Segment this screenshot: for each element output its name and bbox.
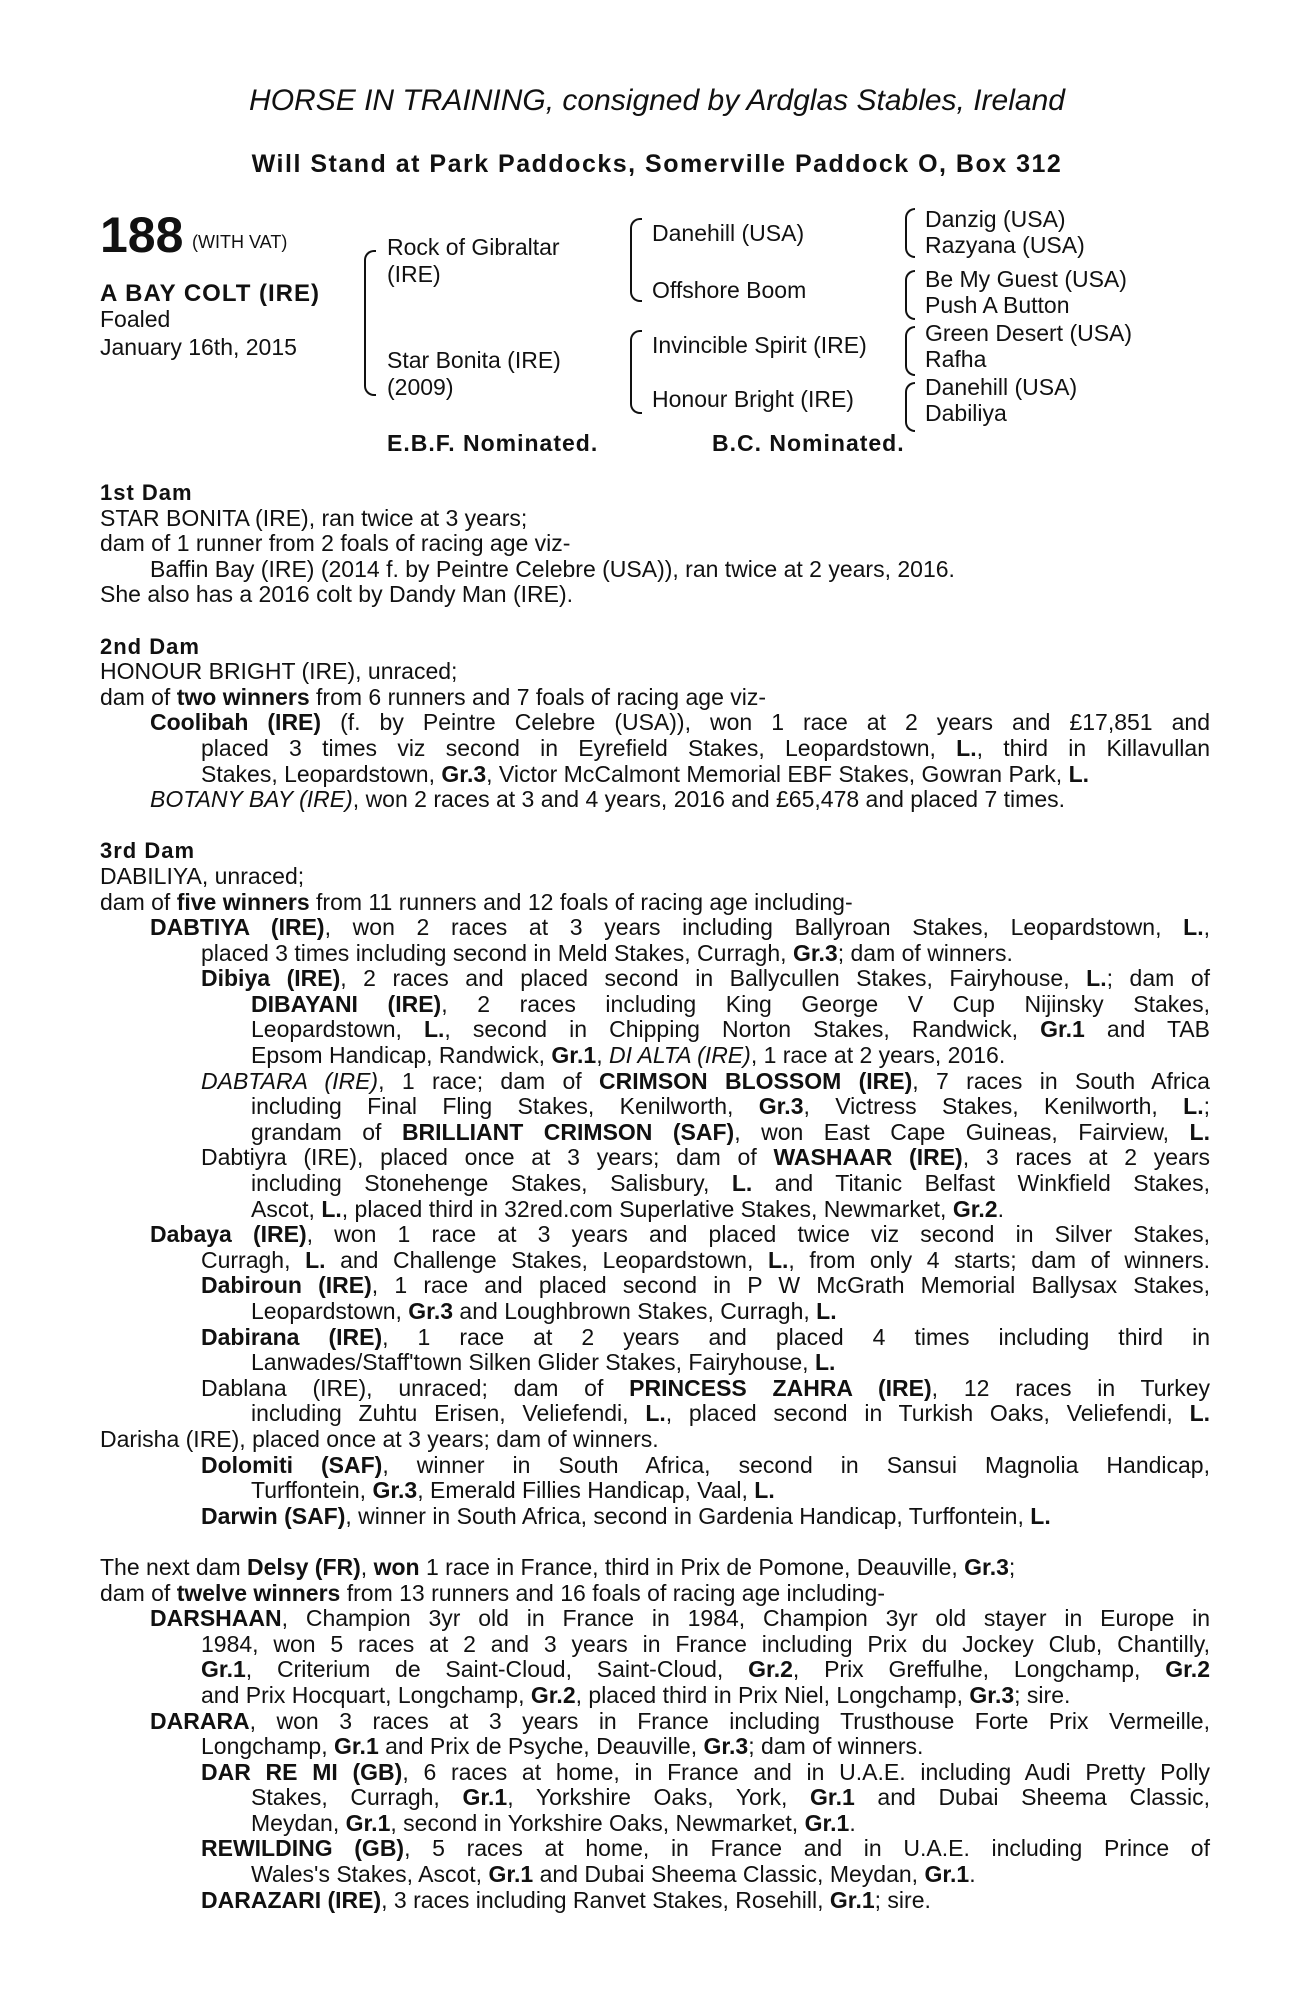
- text-run: five winners: [176, 888, 310, 915]
- text-run: , won 3 races at 3 years in France including Trusthouse Forte Prix Vermeille,: [249, 1707, 1210, 1734]
- text-run: CRIMSON BLOSSOM (IRE): [599, 1067, 913, 1094]
- text-run: Gr.3: [969, 1681, 1015, 1708]
- granddam-2: Razyana (USA): [925, 232, 1085, 258]
- text-run: , 2 races including King George V Cup Nijinsky Stakes,: [441, 990, 1210, 1017]
- text-run: DABILIYA, unraced;: [100, 862, 305, 889]
- text-run: , 3 races at 2 years: [962, 1144, 1211, 1171]
- text-run: , Criterium de Saint-Cloud, Saint-Cloud,: [245, 1656, 749, 1683]
- catalogue-line: [100, 1683, 1210, 1709]
- catalogue-line: [100, 1760, 1210, 1786]
- catalogue-line: [100, 1197, 1210, 1223]
- text-run: Meydan,: [251, 1809, 346, 1836]
- catalogue-line: [100, 1376, 1210, 1402]
- granddam-6: Rafha: [925, 346, 987, 372]
- text-run: L.: [754, 1477, 775, 1504]
- text-run: , 1 race at 2 years, 2016.: [750, 1042, 1006, 1069]
- page-title: HORSE IN TRAINING, consigned by Ardglas Stables, Ireland: [249, 84, 1065, 117]
- catalogue-line: [100, 992, 1210, 1018]
- catalogue-line: [100, 1632, 1210, 1658]
- text-run: Gr.3: [703, 1733, 749, 1760]
- text-run: Dabtiyra (IRE), placed once at 3 years; dam of: [201, 1144, 774, 1171]
- text-run: dam of: [100, 888, 177, 915]
- sire-name: Rock of Gibraltar: [387, 234, 560, 260]
- catalogue-line: [100, 1862, 1210, 1888]
- text-run: L.: [1030, 1502, 1051, 1529]
- text-run: Gr.1: [829, 1886, 875, 1913]
- text-run: , 3 races including Ranvet Stakes, Rosehill,: [381, 1886, 830, 1913]
- catalogue-line: [100, 1478, 1210, 1504]
- text-run: Baffin Bay (IRE) (2014 f. by Peintre Celebre (USA)), ran twice at 2 years, 2016.: [150, 555, 955, 582]
- text-run: L.: [956, 734, 977, 761]
- text-run: DARAZARI (IRE): [201, 1886, 382, 1913]
- catalogue-line: [100, 966, 1210, 992]
- bc-nominated: B.C. Nominated.: [712, 430, 905, 456]
- text-run: placed 3 times viz second in Eyrefield Stakes, Leopardstown,: [201, 734, 957, 761]
- text-run: DABTIYA (IRE): [150, 914, 325, 941]
- text-run: and Dubai Sheema Classic,: [854, 1784, 1210, 1811]
- catalogue-line: [100, 1836, 1210, 1862]
- text-run: , third in Killavullan: [976, 734, 1210, 761]
- text-run: ;: [1203, 1093, 1210, 1120]
- text-run: Epsom Handicap, Randwick,: [251, 1042, 552, 1069]
- catalogue-line: [100, 1427, 1210, 1453]
- granddam-4: Push A Button: [925, 292, 1070, 318]
- text-run: including Zuhtu Erisen, Veliefendi,: [251, 1400, 646, 1427]
- catalogue-line: [100, 890, 1210, 916]
- text-run: Gr.3: [792, 939, 838, 966]
- catalogue-line: [100, 1171, 1210, 1197]
- sire-dam: Offshore Boom: [652, 277, 807, 303]
- text-run: BRILLIANT CRIMSON (SAF): [401, 1118, 735, 1145]
- catalogue-line: [100, 1069, 1210, 1095]
- text-run: and Loughbrown Stakes, Curragh,: [453, 1298, 817, 1324]
- text-run: and Titanic Belfast Winkfield Stakes,: [752, 1170, 1210, 1197]
- dam-name: Star Bonita (IRE): [387, 347, 561, 373]
- catalogue-line: [100, 1581, 1210, 1607]
- text-run: Stakes, Leopardstown,: [201, 760, 442, 787]
- text-run: , 6 races at home, in France and in U.A.E. including Audi Pretty Polly: [402, 1758, 1210, 1785]
- text-run: ; dam of winners.: [748, 1733, 924, 1760]
- catalogue-line: [100, 659, 1210, 685]
- text-run: Gr.1: [345, 1809, 391, 1836]
- text-run: Dolomiti (SAF): [201, 1451, 383, 1478]
- catalogue-line: [100, 710, 1210, 736]
- text-run: Gr.1: [488, 1861, 534, 1888]
- catalogue-line: [100, 1785, 1210, 1811]
- text-run: Darisha (IRE), placed once at 3 years; dam of winners.: [100, 1425, 659, 1452]
- text-run: L.: [423, 1016, 445, 1043]
- vat-label: (WITH VAT): [192, 232, 288, 252]
- text-run: , placed third in 32red.com Superlative Stakes, Newmarket,: [341, 1195, 953, 1222]
- text-run: , winner in South Africa, second in Gardenia Handicap, Turffontein,: [345, 1502, 1031, 1529]
- text-run: and Challenge Stakes, Leopardstown,: [325, 1246, 768, 1273]
- catalogue-line: [100, 1888, 1210, 1914]
- pedigree-brace: [905, 382, 915, 432]
- text-run: Gr.3: [372, 1477, 418, 1504]
- text-run: REWILDING (GB): [201, 1835, 405, 1862]
- text-run: Gr.1: [462, 1784, 508, 1811]
- lot-description: A BAY COLT (IRE): [100, 280, 321, 307]
- text-run: Leopardstown,: [251, 1016, 424, 1043]
- text-run: Lanwades/Staff'town Silken Glider Stakes, Fairyhouse,: [251, 1349, 815, 1376]
- text-run: Curragh,: [201, 1246, 306, 1273]
- text-run: and Prix de Psyche, Deauville,: [378, 1733, 704, 1760]
- grandsire-1: Danzig (USA): [925, 206, 1066, 232]
- text-run: Coolibah (IRE): [150, 709, 322, 736]
- text-run: Wales's Stakes, Ascot,: [251, 1861, 489, 1888]
- text-run: ,: [596, 1042, 609, 1069]
- catalogue-line: [100, 506, 1210, 532]
- text-run: and Prix Hocquart, Longchamp,: [201, 1681, 531, 1708]
- text-run: L.: [1068, 760, 1090, 787]
- text-run: , won East Cape Guineas, Fairview,: [734, 1118, 1190, 1145]
- dam-dam: Honour Bright (IRE): [652, 386, 854, 412]
- section-heading: [100, 480, 1210, 506]
- text-run: Stakes, Curragh,: [251, 1784, 463, 1811]
- text-run: Turffontein,: [251, 1477, 373, 1504]
- text-run: HONOUR BRIGHT (IRE), unraced;: [100, 658, 458, 685]
- catalogue-line: [100, 1273, 1210, 1299]
- text-run: Gr.1: [804, 1809, 850, 1836]
- text-run: Leopardstown,: [251, 1298, 409, 1324]
- text-run: Gr.3: [758, 1093, 804, 1120]
- catalogue-line: [100, 864, 1210, 890]
- grandsire-7: Danehill (USA): [925, 374, 1078, 400]
- location-line: Will Stand at Park Paddocks, Somerville Paddock O, Box 312: [251, 150, 1063, 178]
- text-run: , Prix Greffulhe, Longchamp,: [792, 1656, 1166, 1683]
- catalogue-line: [100, 685, 1210, 711]
- catalogue-line: [100, 1555, 1210, 1581]
- catalogue-line: [100, 1350, 1210, 1376]
- text-run: 1984, won 5 races at 2 and 3 years in France including Prix du Jockey Club, Chantilly,: [201, 1630, 1210, 1657]
- foaled-date: January 16th, 2015: [100, 334, 297, 360]
- catalogue-line: [100, 531, 1210, 557]
- text-run: STAR BONITA (IRE), ran twice at 3 years;: [100, 504, 528, 531]
- text-run: Darwin (SAF): [201, 1502, 346, 1529]
- text-run: L.: [814, 1349, 836, 1376]
- catalogue-line: [100, 1248, 1210, 1274]
- catalogue-line: [100, 582, 1210, 608]
- text-run: Gr.1: [1040, 1016, 1085, 1043]
- grandsire-3: Be My Guest (USA): [925, 266, 1127, 292]
- text-run: WASHAAR (IRE): [773, 1144, 963, 1171]
- text-run: and Dubai Sheema Classic, Meydan,: [533, 1861, 925, 1888]
- catalogue-line: [100, 1120, 1210, 1146]
- ebf-nominated: E.B.F. Nominated.: [387, 430, 599, 456]
- section-heading: [100, 838, 1210, 864]
- text-run: , 12 races in Turkey: [931, 1374, 1210, 1401]
- text-run: ,: [1203, 914, 1210, 941]
- text-run: The next dam: [100, 1553, 248, 1580]
- catalogue-line: [100, 1094, 1210, 1120]
- text-run: L.: [645, 1400, 666, 1427]
- catalogue-line: [100, 1325, 1210, 1351]
- text-run: Gr.2: [748, 1656, 793, 1683]
- text-run: L.: [1189, 1400, 1211, 1427]
- dam-year: (2009): [387, 374, 454, 400]
- catalogue-line: [100, 1145, 1210, 1171]
- text-run: including Final Fling Stakes, Kenilworth,: [251, 1093, 759, 1120]
- catalogue-line: [100, 762, 1210, 788]
- catalogue-line: [100, 915, 1210, 941]
- catalogue-line: [100, 787, 1210, 813]
- catalogue-body: [100, 480, 1210, 1913]
- text-run: Gr.1: [551, 1042, 597, 1069]
- text-run: Gr.3: [964, 1553, 1009, 1580]
- pedigree-brace: [905, 326, 915, 376]
- text-run: Gr.1: [810, 1784, 855, 1811]
- dam-sire: Invincible Spirit (IRE): [652, 332, 867, 358]
- text-run: , second in Chipping Norton Stakes, Randwick,: [444, 1016, 1041, 1043]
- catalogue-line: [100, 1734, 1210, 1760]
- text-run: ; dam of winners.: [837, 939, 1013, 966]
- text-run: Gr.2: [1165, 1656, 1210, 1683]
- text-run: DAR RE MI (GB): [201, 1758, 403, 1785]
- text-run: , won 1 race at 3 years and placed twice viz second in Silver Stakes,: [306, 1221, 1210, 1248]
- text-run: L.: [305, 1246, 326, 1273]
- catalogue-line: [100, 557, 1210, 583]
- text-run: , Champion 3yr old in France in 1984, Champion 3yr old stayer in Europe in: [281, 1605, 1210, 1632]
- section-gap: [100, 1529, 1210, 1555]
- section-gap: [100, 608, 1210, 634]
- text-run: Gr.3: [408, 1298, 454, 1324]
- text-run: DIBAYANI (IRE): [251, 990, 442, 1017]
- text-run: .: [969, 1861, 976, 1888]
- text-run: BOTANY BAY (IRE): [150, 786, 353, 813]
- catalogue-line: [100, 1222, 1210, 1248]
- catalogue-line: [100, 941, 1210, 967]
- text-run: L.: [816, 1298, 837, 1324]
- text-run: two winners: [176, 683, 310, 710]
- text-run: PRINCESS ZAHRA (IRE): [629, 1374, 932, 1401]
- text-run: L.: [1086, 965, 1107, 992]
- text-run: , winner in South Africa, second in Sansui Magnolia Handicap,: [382, 1451, 1210, 1478]
- grandsire-5: Green Desert (USA): [925, 320, 1133, 346]
- text-run: L.: [731, 1170, 753, 1197]
- text-run: Dibiya (IRE): [201, 965, 341, 992]
- text-run: DARSHAAN: [150, 1605, 282, 1632]
- text-run: , placed second in Turkish Oaks, Veliefendi,: [665, 1400, 1190, 1427]
- text-run: ; sire.: [874, 1886, 931, 1913]
- text-run: Longchamp,: [201, 1733, 334, 1760]
- text-run: won: [373, 1553, 420, 1580]
- text-run: , 7 races in South Africa: [912, 1067, 1210, 1094]
- foaled-label: Foaled: [100, 306, 171, 332]
- text-run: ,: [360, 1553, 374, 1580]
- catalogue-line: [100, 1657, 1210, 1683]
- granddam-8: Dabiliya: [925, 400, 1007, 426]
- text-run: Dabaya (IRE): [150, 1221, 307, 1248]
- catalogue-line: [100, 1811, 1210, 1837]
- text-run: L.: [321, 1195, 342, 1222]
- catalogue-line: [100, 1606, 1210, 1632]
- text-run: Dabirana (IRE): [201, 1323, 383, 1350]
- section-gap: [100, 813, 1210, 839]
- text-run: Delsy (FR): [247, 1553, 361, 1580]
- text-run: Gr.2: [952, 1195, 998, 1222]
- text-run: Dablana (IRE), unraced; dam of: [201, 1374, 630, 1401]
- text-run: DABTARA (IRE): [201, 1067, 379, 1094]
- catalogue-line: [100, 1299, 1210, 1325]
- text-run: , Yorkshire Oaks, York,: [507, 1784, 811, 1811]
- pedigree-brace: [905, 270, 915, 320]
- text-run: , 1 race at 2 years and placed 4 times including third in: [382, 1323, 1210, 1350]
- lot-number: 188: [100, 207, 184, 263]
- text-run: Gr.2: [530, 1681, 576, 1708]
- text-run: dam of: [100, 1579, 177, 1606]
- pedigree-brace: [364, 250, 376, 396]
- text-run: ;: [1008, 1553, 1016, 1580]
- catalogue-line: [100, 1043, 1210, 1069]
- text-run: .: [849, 1809, 856, 1836]
- text-run: placed 3 times including second in Meld Stakes, Curragh,: [201, 939, 793, 966]
- text-run: dam of 1 runner from 2 foals of racing age viz-: [100, 530, 571, 557]
- text-run: .: [997, 1195, 1004, 1222]
- text-run: 1 race in France, third in Prix de Pomone, Deauville,: [419, 1553, 965, 1580]
- text-run: DI ALTA (IRE): [608, 1042, 751, 1069]
- text-run: , 2 races and placed second in Ballycullen Stakes, Fairyhouse,: [340, 965, 1087, 992]
- text-run: , won 2 races at 3 and 4 years, 2016 and £65,478 and placed 7 times.: [352, 786, 1065, 813]
- text-run: ; sire.: [1014, 1681, 1071, 1708]
- text-run: DARARA: [150, 1707, 250, 1734]
- text-run: , 1 race and placed second in P W McGrath Memorial Ballysax Stakes,: [371, 1272, 1210, 1299]
- text-run: She also has a 2016 colt by Dandy Man (IRE).: [100, 581, 574, 608]
- text-run: twelve winners: [176, 1579, 341, 1606]
- text-run: from 11 runners and 12 foals of racing age including-: [309, 888, 853, 915]
- text-run: from 13 runners and 16 foals of racing age including-: [340, 1579, 885, 1606]
- text-run: , won 2 races at 3 years including Ballyroan Stakes, Leopardstown,: [324, 914, 1184, 941]
- text-run: L.: [1189, 1118, 1210, 1145]
- text-run: , 1 race; dam of: [378, 1067, 600, 1094]
- catalogue-line: [100, 1453, 1210, 1479]
- text-run: 1st Dam: [100, 480, 193, 505]
- text-run: 2nd Dam: [100, 633, 200, 659]
- text-run: , Victor McCalmont Memorial EBF Stakes, Gowran Park,: [486, 760, 1069, 787]
- text-run: ; dam of: [1106, 965, 1210, 992]
- catalogue-line: [100, 1017, 1210, 1043]
- pedigree-brace: [630, 218, 642, 302]
- text-run: Gr.1: [333, 1733, 379, 1760]
- text-run: dam of: [100, 683, 177, 710]
- catalogue-line: [100, 736, 1210, 762]
- catalogue-line: [100, 1401, 1210, 1427]
- pedigree-brace: [630, 330, 642, 414]
- text-run: 3rd Dam: [100, 838, 196, 864]
- pedigree-brace: [905, 208, 915, 258]
- section-heading: [100, 634, 1210, 660]
- text-run: L.: [1183, 914, 1204, 941]
- text-run: Ascot,: [251, 1195, 322, 1222]
- text-run: Gr.3: [441, 760, 487, 787]
- text-run: (f. by Peintre Celebre (USA)), won 1 race at 2 years and £17,851 and: [321, 709, 1210, 736]
- text-run: grandam of: [251, 1118, 402, 1145]
- text-run: Gr.1: [924, 1861, 970, 1888]
- text-run: Gr.1: [201, 1656, 246, 1683]
- text-run: , Emerald Fillies Handicap, Vaal,: [417, 1477, 755, 1504]
- sire-origin: (IRE): [387, 261, 441, 287]
- text-run: , placed third in Prix Niel, Longchamp,: [575, 1681, 970, 1708]
- text-run: , second in Yorkshire Oaks, Newmarket,: [390, 1809, 805, 1836]
- catalogue-line: [100, 1709, 1210, 1735]
- text-run: from 6 runners and 7 foals of racing age viz-: [309, 683, 767, 710]
- text-run: , 5 races at home, in France and in U.A.E. including Prince of: [404, 1835, 1210, 1862]
- text-run: , Victress Stakes, Kenilworth,: [803, 1093, 1184, 1120]
- text-run: Dabiroun (IRE): [201, 1272, 372, 1299]
- catalogue-line: [100, 1504, 1210, 1530]
- text-run: including Stonehenge Stakes, Salisbury,: [251, 1170, 732, 1197]
- text-run: L.: [767, 1246, 789, 1273]
- sire-sire: Danehill (USA): [652, 220, 805, 246]
- text-run: , from only 4 starts; dam of winners.: [788, 1246, 1210, 1273]
- text-run: and TAB: [1084, 1016, 1210, 1043]
- text-run: L.: [1183, 1093, 1204, 1120]
